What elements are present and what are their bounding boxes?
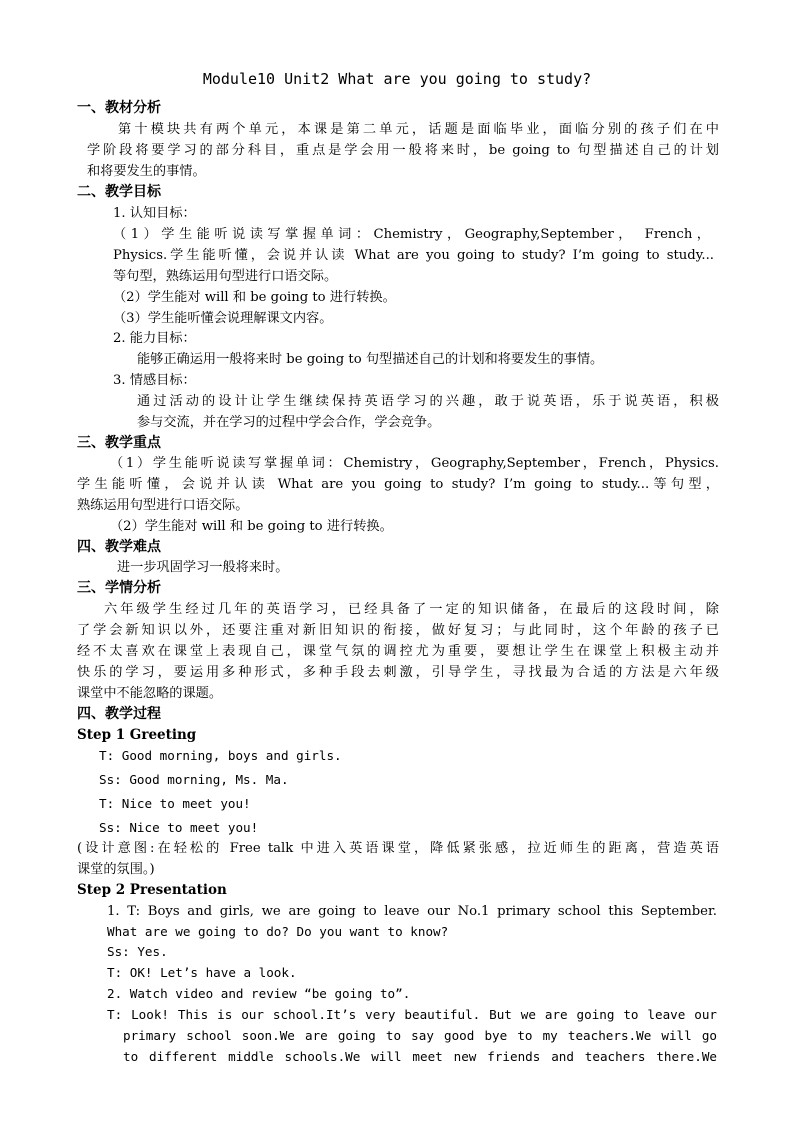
document-title: Module10 Unit2 What are you going to study?: [202, 70, 592, 88]
para-line: 等句型，熟练运用句型进行口语交际。: [113, 269, 338, 284]
para-line: 学阶段将要学习的部分科目，重点是学会用一般将来时，be going to 句型描述自己的计划: [87, 143, 719, 158]
para-line: （3）学生能听懂会说理解课文内容。: [113, 311, 333, 326]
para-line: （1）学生能听说读写掌握单词：Chemistry，Geography,September，French，Physics.: [110, 456, 719, 471]
para-line: （2）学生能对 will 和 be going to 进行转换。: [110, 519, 393, 534]
para-line: 参与交流，并在学习的过程中学会合作，学会竞争。: [137, 415, 441, 430]
para-line: 了学会新知识以外，还要注重对新旧知识的衔接，做好复习；与此同时，这个年龄的孩子已: [77, 623, 719, 638]
para-line: (设计意图:在轻松的 Free talk 中进入英语课堂，降低紧张感，拉近师生的距离，营造英语: [77, 841, 719, 856]
heading-1: 一、教材分析: [77, 100, 161, 116]
para-line: 和将要发生的事情。: [87, 164, 206, 179]
para-line: to different middle schools.We will meet new friends and teachers there.We: [123, 1049, 717, 1064]
para-line: 学生能听懂，会说并认读 What are you going to study? I’m going to study...等句型，: [77, 477, 719, 492]
para-line: 通过活动的设计让学生继续保持英语学习的兴趣，敢于说英语，乐于说英语，积极: [137, 394, 719, 409]
para-line: （2）学生能对 will 和 be going to 进行转换。: [113, 290, 396, 305]
dialogue-line: Ss: Nice to meet you!: [99, 820, 259, 835]
para-line: 第十模块共有两个单元，本课是第二单元，话题是面临毕业，面临分别的孩子们在中: [118, 122, 719, 137]
para-line: What are we going to do? Do you want to know?: [107, 924, 449, 939]
para-line: （1）学生能听说读写掌握单词：Chemistry，Geography,September， French，: [113, 227, 710, 242]
para-line: 课堂中不能忽略的课题。: [77, 686, 223, 701]
dialogue-line: T: Nice to meet you!: [99, 796, 251, 811]
para-line: primary school soon.We are going to say good bye to my teachers.We will go: [123, 1028, 717, 1043]
heading-6: 四、教学过程: [77, 706, 161, 722]
para-line: 经不太喜欢在课堂上表现自己，课堂气氛的调控尤为重要，要想让学生在课堂上积极主动并: [77, 644, 719, 659]
heading-5: 三、学情分析: [77, 580, 161, 596]
dialogue-line: T: OK! Let’s have a look.: [107, 965, 297, 980]
goal-item: 2. 能力目标：: [113, 331, 196, 346]
goal-item: 3. 情感目标：: [113, 373, 196, 388]
dialogue-line: Ss: Yes.: [107, 944, 168, 959]
para-line: 熟练运用句型进行口语交际。: [77, 498, 249, 513]
dialogue-line: Ss: Good morning, Ms. Ma.: [99, 772, 289, 787]
para-line: 进一步巩固学习一般将来时。: [117, 560, 289, 575]
para-line: 课堂的氛围。): [77, 862, 155, 877]
step-heading: Step 1 Greeting: [77, 727, 197, 743]
para-line: 1. T: Boys and girls, we are going to leave our No.1 primary school this September.: [107, 904, 717, 919]
para-line: 能够正确运用一般将来时 be going to 句型描述自己的计划和将要发生的事情。: [137, 352, 604, 367]
heading-3: 三、教学重点: [77, 435, 161, 451]
heading-2: 二、教学目标: [77, 184, 161, 200]
para-line: 六年级学生经过几年的英语学习，已经具备了一定的知识储备，在最后的这段时间，除: [104, 602, 719, 617]
goal-item: 1. 认知目标：: [113, 206, 196, 221]
dialogue-line: T: Good morning, boys and girls.: [99, 748, 342, 763]
para-line: T: Look! This is our school.It’s very beautiful. But we are going to leave our: [107, 1007, 717, 1022]
para-line: 快乐的学习，要运用多种形式，多种手段去刺激，引导学生，寻找最为合适的方法是六年级: [77, 665, 719, 680]
para-line: Physics.学生能听懂，会说并认读 What are you going to study? I’m going to study...: [113, 248, 714, 263]
step-heading: Step 2 Presentation: [77, 882, 227, 898]
para-line: 2. Watch video and review “be going to”.: [107, 986, 411, 1001]
heading-4: 四、教学难点: [77, 539, 161, 555]
